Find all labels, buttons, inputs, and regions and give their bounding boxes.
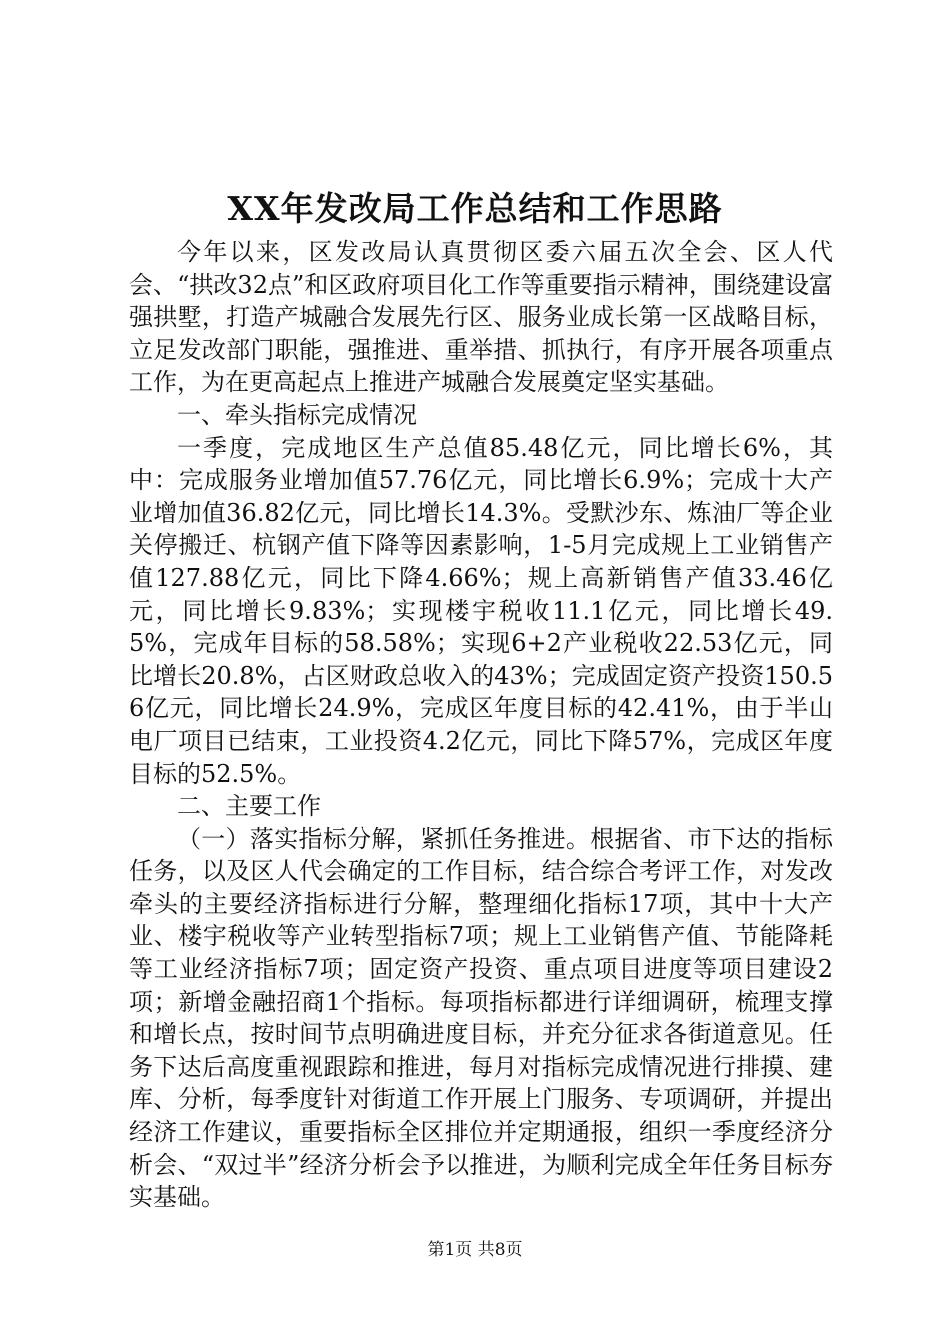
page-number-footer: 第1页 共8页 — [427, 1240, 523, 1260]
section-heading-main-work: 二、主要工作 — [177, 792, 321, 821]
paragraph-indicators: 一季度，完成地区生产总值85.48亿元，同比增长6%，其中：完成服务业增加值57.76亿元，同比增长6.9%；完成十大产业增加值36.82亿元，同比增长14.3%。受默沙东、炼油厂等企业关停搬迁、杭钢产值下降等因素影响，1-5月完成规上工业销售产值127.88亿元，同比下降4.66%；规上高新销售产值33.46亿元，同比增长9.83%；实现楼宇税收11.1亿元，同比增长49.5%，完成年目标的58.58%；实现6+2产业税收22.53亿元，同比增长20.8%，占区财政总收入的43%；完成固定资产投资150.56亿元，同比增长24.9%，完成区年度目标的42.41%，由于半山电厂项目已结束，工业投资4.2亿元，同比下降57%，完成区年度目标的52.5%。 — [129, 433, 833, 788]
paragraph-intro: 今年以来，区发改局认真贯彻区委六届五次全会、区人代会、“拱改32点”和区政府项目化工作等重要指示精神，围绕建设富强拱墅，打造产城融合发展先行区、服务业成长第一区战略目标，立足发改部门职能，强推进、重举措、抓执行，有序开展各项重点工作，为在更高起点上推进产城融合发展奠定坚实基础。 — [129, 238, 833, 397]
section-heading-indicators: 一、牵头指标完成情况 — [177, 400, 417, 429]
paragraph-task-breakdown: （一）落实指标分解，紧抓任务推进。根据省、市下达的指标任务，以及区人代会确定的工作目标，结合综合考评工作，对发改牵头的主要经济指标进行分解，整理细化指标17项，其中十大产业、楼宇税收等产业转型指标7项；规上工业销售产值、节能降耗等工业经济指标7项；固定资产投资、重点项目进度等项目建设2项；新增金融招商1个指标。每项指标都进行详细调研，梳理支撑和增长点，按时间节点明确进度目标，并充分征求各街道意见。任务下达后高度重视跟踪和推进，每月对指标完成情况进行排摸、建库、分析，每季度针对街道工作开展上门服务、专项调研，并提出经济工作建议，重要指标全区排位并定期通报，组织一季度经济分析会、“双过半”经济分析会予以推进，为顺利完成全年任务目标夯实基础。 — [129, 824, 833, 1212]
document-title: XX年发改局工作总结和工作思路 — [227, 189, 723, 228]
document-body — [129, 236, 833, 1214]
